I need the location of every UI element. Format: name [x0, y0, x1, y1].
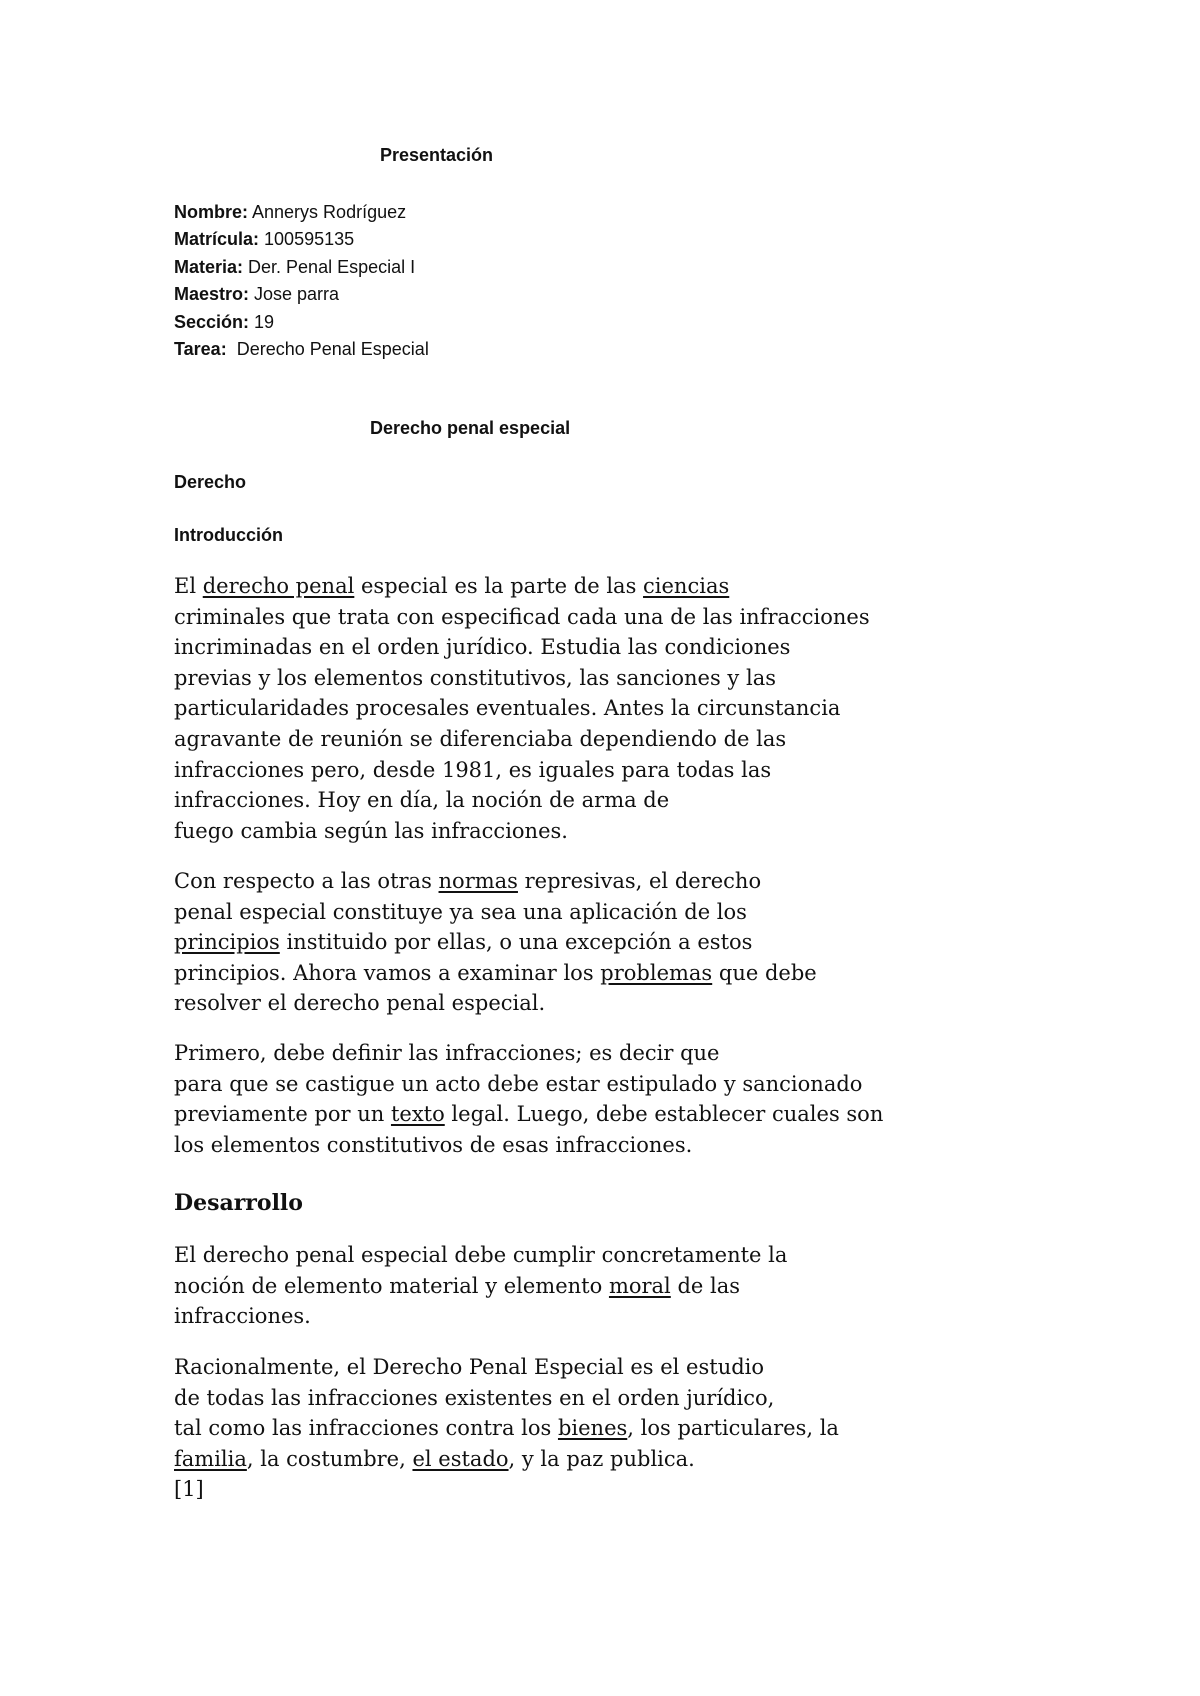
- page-title: Presentación: [380, 145, 494, 165]
- text-span: previamente por un: [174, 1102, 391, 1127]
- text-line: para que se castigue un acto debe estar estipulado y sancionado: [174, 1071, 863, 1096]
- paragraph-desarrollo-1: [174, 1240, 934, 1332]
- seccion-label: Sección:: [174, 311, 250, 332]
- paragraph-intro-1: [174, 571, 934, 846]
- info-maestro: [174, 281, 429, 308]
- heading-desarrollo: Desarrollo: [174, 1190, 303, 1216]
- nombre-value: Annerys Rodríguez: [248, 202, 407, 222]
- paragraph-desarrollo-2: [174, 1352, 934, 1505]
- text-line: fuego cambia según las infracciones.: [174, 818, 568, 843]
- text-span: de las: [670, 1273, 741, 1298]
- paragraph-intro-2: [174, 866, 934, 1019]
- text-line: Primero, debe definir las infracciones; es decir que: [174, 1041, 720, 1065]
- document-subtitle: Derecho penal especial: [370, 418, 571, 438]
- info-nombre: [174, 199, 429, 226]
- text-span: , la costumbre,: [246, 1446, 413, 1471]
- link-normas[interactable]: normas: [438, 869, 518, 893]
- heading-introduccion: Introducción: [174, 525, 283, 545]
- info-seccion: [174, 309, 429, 336]
- text-line: los elementos constitutivos de esas infracciones.: [174, 1132, 693, 1157]
- text-span: represivas, el derecho: [517, 869, 762, 893]
- link-texto[interactable]: texto: [390, 1102, 445, 1127]
- text-line: agravante de reunión se diferenciaba dependiendo de las: [174, 726, 787, 751]
- text-line: [174, 1413, 934, 1444]
- maestro-value: Jose parra: [249, 284, 340, 305]
- materia-value: Der. Penal Especial I: [243, 256, 416, 277]
- text-line: [174, 1271, 934, 1302]
- link-el-estado[interactable]: el estado: [412, 1446, 509, 1471]
- link-problemas[interactable]: problemas: [600, 960, 713, 985]
- info-tarea: [174, 336, 429, 363]
- link-ciencias[interactable]: ciencias: [643, 574, 730, 598]
- text-line: [174, 927, 934, 958]
- info-matricula: [174, 226, 429, 253]
- text-line: infracciones. Hoy en día, la noción de arma de: [174, 788, 670, 813]
- footnote-reference[interactable]: [1]: [174, 1477, 204, 1502]
- text-line: infracciones.: [174, 1304, 311, 1329]
- text-line: [174, 1444, 934, 1475]
- link-moral[interactable]: moral: [608, 1273, 671, 1298]
- student-info: [174, 199, 429, 363]
- text-line: penal especial constituye ya sea una aplicación de los: [174, 899, 747, 924]
- heading-derecho: Derecho: [174, 472, 247, 492]
- text-line: infracciones pero, desde 1981, es iguales para todas las: [174, 757, 772, 782]
- link-derecho-penal[interactable]: derecho penal: [202, 574, 355, 598]
- tarea-value: Derecho Penal Especial: [226, 339, 429, 360]
- nombre-label: Nombre:: [174, 202, 249, 222]
- text-span: , los particulares, la: [627, 1416, 839, 1441]
- link-bienes[interactable]: bienes: [557, 1416, 628, 1441]
- text-span: Con respecto a las otras: [174, 869, 439, 893]
- paragraph-intro-3: [174, 1038, 934, 1160]
- text-line: de todas las infracciones existentes en el orden jurídico,: [174, 1385, 775, 1410]
- text-line: [174, 571, 934, 602]
- text-span: noción de elemento material y elemento: [174, 1273, 609, 1298]
- text-span: , y la paz publica.: [508, 1446, 695, 1471]
- seccion-value: 19: [249, 311, 275, 332]
- text-line: resolver el derecho penal especial.: [174, 991, 546, 1016]
- tarea-label: Tarea:: [174, 339, 227, 360]
- text-line: [174, 958, 934, 989]
- text-line: [174, 1099, 934, 1130]
- link-familia[interactable]: familia: [174, 1446, 247, 1471]
- text-span: instituido por ellas, o una excepción a estos: [279, 930, 753, 955]
- text-line: criminales que trata con especificad cada una de las infracciones: [174, 604, 870, 629]
- link-principios[interactable]: principios: [174, 930, 280, 955]
- text-line: particularidades procesales eventuales. Antes la circunstancia: [174, 696, 841, 721]
- info-materia: [174, 254, 429, 281]
- maestro-label: Maestro:: [174, 284, 250, 305]
- text-span: El: [174, 574, 203, 598]
- text-line: [174, 866, 934, 897]
- text-span: legal. Luego, debe establecer cuales son: [444, 1102, 884, 1127]
- text-span: que debe: [712, 960, 817, 985]
- text-line: El derecho penal especial debe cumplir concretamente la: [174, 1243, 788, 1267]
- matricula-value: 100595135: [259, 229, 355, 250]
- matricula-label: Matrícula:: [174, 229, 260, 250]
- materia-label: Materia:: [174, 256, 244, 277]
- text-span: tal como las infracciones contra los: [174, 1416, 558, 1441]
- text-line: Racionalmente, el Derecho Penal Especial es el estudio: [174, 1355, 765, 1379]
- text-span: especial es la parte de las: [354, 574, 644, 598]
- text-span: principios. Ahora vamos a examinar los: [174, 960, 601, 985]
- text-line: previas y los elementos constitutivos, las sanciones y las: [174, 665, 776, 690]
- text-line: incriminadas en el orden jurídico. Estudia las condiciones: [174, 635, 791, 660]
